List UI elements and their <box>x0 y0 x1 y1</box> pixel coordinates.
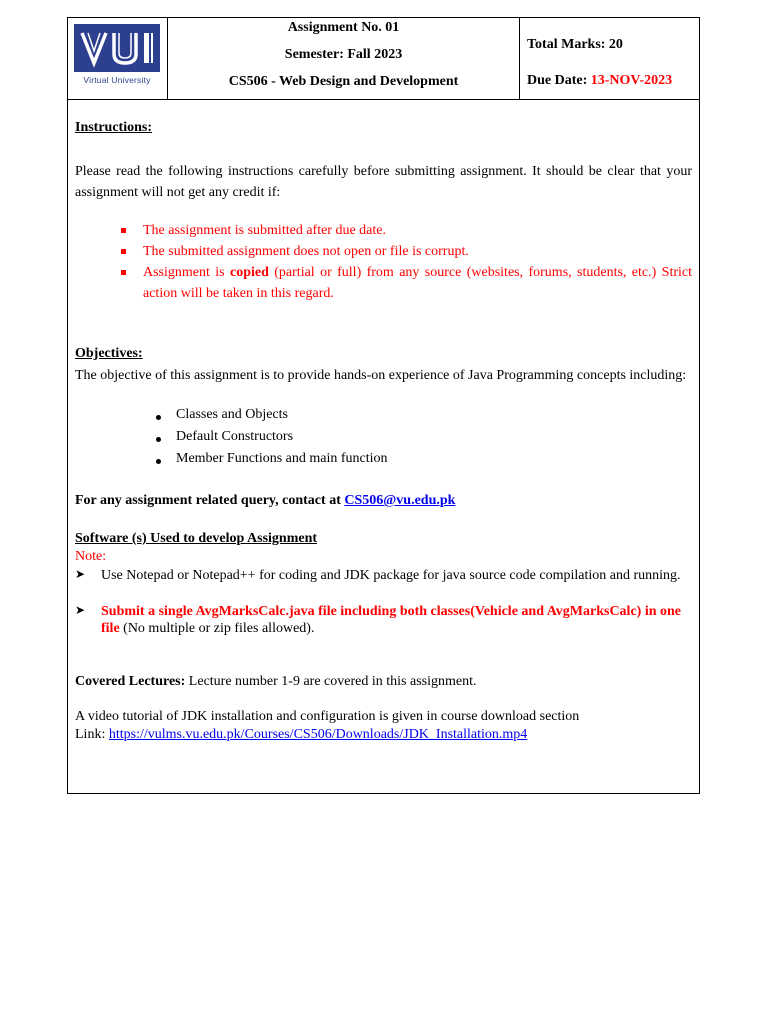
due-date-value: 13-NOV-2023 <box>590 73 673 88</box>
square-bullet-icon <box>121 249 126 254</box>
header-table <box>68 18 699 100</box>
round-bullet-icon <box>156 459 161 464</box>
total-marks: Total Marks: 20 <box>527 37 623 52</box>
video-link-line: Link: https://vulms.vu.edu.pk/Courses/CS506/Downloads/JDK_Installation.mp4 <box>75 727 528 742</box>
video-link[interactable]: https://vulms.vu.edu.pk/Courses/CS506/Downloads/JDK_Installation.mp4 <box>108 727 528 742</box>
assignment-number: Assignment No. 01 <box>287 20 400 35</box>
list-item: The submitted assignment does not open or file is corrupt. <box>143 241 692 262</box>
due-date-label: Due Date: <box>527 73 591 88</box>
marks-cell <box>520 18 699 99</box>
list-item: Classes and Objects <box>176 407 288 423</box>
instructions-heading: Instructions: <box>75 120 153 135</box>
square-bullet-icon <box>121 228 126 233</box>
software-item: ➤ Use Notepad or Notepad++ for coding and JDK package for java source code compilation and running. <box>75 567 681 583</box>
software-item: ➤ Submit a single AvgMarksCalc.java file including both classes(Vehicle and AvgMarksCalc) in one file (No multiple or zip files allowed). <box>75 603 681 636</box>
software-heading: Software (s) Used to develop Assignment <box>75 531 318 546</box>
title-cell <box>168 18 520 99</box>
arrow-bullet-icon: ➤ <box>75 567 86 581</box>
objectives-intro: The objective of this assignment is to provide hands-on experience of Java Programming concepts including: <box>75 368 687 383</box>
course-title: CS506 - Web Design and Development <box>228 74 459 89</box>
list-item: Assignment is copied (partial or full) from any source (websites, forums, students, etc.) Strict action will be taken in this regard. <box>143 262 692 304</box>
note-label: Note: <box>75 549 107 564</box>
logo-caption: Virtual University <box>83 75 151 85</box>
due-date-line <box>527 73 672 89</box>
assignment-page <box>67 17 700 794</box>
list-item: The assignment is submitted after due date. <box>143 220 692 241</box>
objectives-heading: Objectives: <box>75 346 143 361</box>
instructions-intro: Please read the following instructions carefully before submitting assignment. It should be clear that your assignment will not get any credit if: <box>75 164 692 200</box>
video-text: A video tutorial of JDK installation and configuration is given in course download section <box>75 709 580 724</box>
vu-logo-mark <box>74 24 160 72</box>
semester: Semester: Fall 2023 <box>284 47 403 62</box>
round-bullet-icon <box>156 437 161 442</box>
round-bullet-icon <box>156 415 161 420</box>
covered-lectures: Covered Lectures: Lecture number 1-9 are covered in this assignment. <box>75 674 477 689</box>
square-bullet-icon <box>121 270 126 275</box>
list-item: Default Constructors <box>176 429 293 445</box>
logo-cell <box>68 18 168 99</box>
document-body <box>75 100 692 793</box>
contact-email-link[interactable]: CS506@vu.edu.pk <box>344 493 456 508</box>
vu-logo <box>74 24 160 86</box>
contact-line: For any assignment related query, contact at CS506@vu.edu.pk <box>75 493 456 508</box>
list-item: Member Functions and main function <box>176 451 388 467</box>
arrow-bullet-icon: ➤ <box>75 603 86 617</box>
